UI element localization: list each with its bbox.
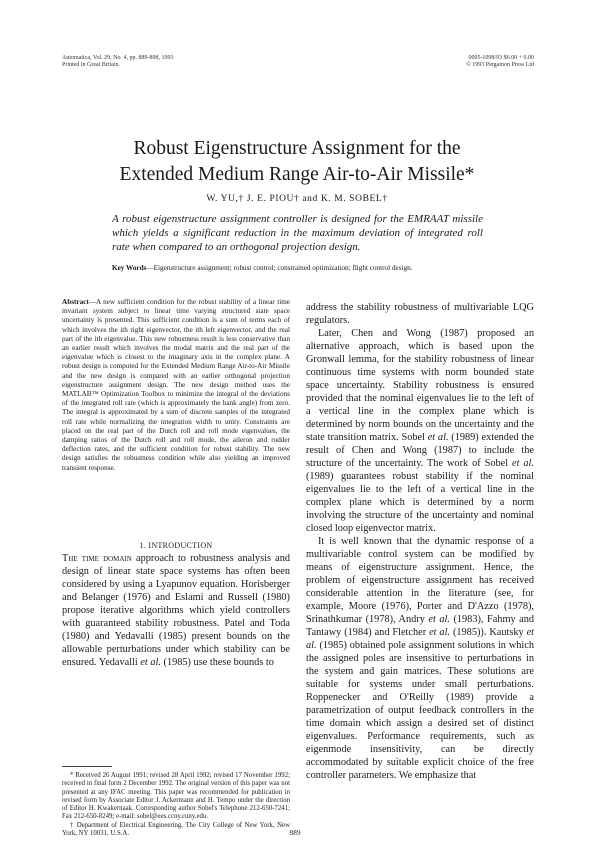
abstract bbox=[62, 298, 290, 473]
abstract-text: —A new sufficient condition for the robust stability of a linear time invariant system subject to linear time varying structured state space uncertainty is presented. This sufficient condition is a sum of terms each of which involves the ith right eigenvector, the ith left eigenvector, and the real part of the ith eigenvalue. This new robustness result is less conservative than an earlier result which involves the modal matrix and the real part of the eigenvalue which is closest to the imaginary axis in the complex plane. A robust design is computed for the Extended Medium Range Air-to-Air Missile and the new design is compared with an earlier orthogonal projection eigenstructure assignment design. The new design method uses the MATLAB™ Optimization Toolbox to minimize the integral of the deviations of the integrated roll rate (which is approximately the bank angle) from zero. The integral is approximated by a sum of discrete samples of the integrated roll rate while normalizing the integration width to unity. Constraints are placed on the real part of the Dutch roll and roll mode eigenvalues, the damping ratios of the Dutch roll and roll mode, the aileron and rudder deflection rates, and the sufficient condition for robust stability. The new design satisfies the robustness condition while also yielding an improved transient response. bbox=[62, 298, 290, 472]
p3-part-a: It is well known that the dynamic response of a multivariable control system can be modified by means of eigenstructure assignment. Hence, the problem of eigenstructure assignment has received considerable attention in the literature (see, for example, Moore (1976), Porter and D'Azzo (1978), Srinathkumar (1978), Andry bbox=[306, 536, 534, 625]
right-paragraph-2 bbox=[306, 327, 534, 535]
p2-part-a: Later, Chen and Wong (1987) proposed an alternative approach, which is based upon the Gronwall lemma, for the stability robustness of linear continuous time systems with norm bounded state space uncertainty. Stability robustness is ensured provided that the nominal eigenvalues lie to the left of a vertical line in the complex plane which is determined by norm bounds on the uncertainty and the state transition matrix. Sobel bbox=[306, 328, 534, 443]
summary: A robust eigenstructure assignment controller is designed for the EMRAAT missile which yields a significant reduction in the maximum deviation of integrated roll rate when compared to an orthogonal projection design. bbox=[112, 213, 483, 253]
p3-etal-2: et al. bbox=[429, 627, 451, 638]
p2-part-c: (1989) guarantees robust stability if the nominal eigenvalues lie to the left of a vertical line in the complex plane which is determined by a norm involving the structure of the uncertainty and nominal closed loop eigenvector matrix. bbox=[306, 471, 534, 534]
intro-tail: (1985) use these bounds to bbox=[160, 657, 274, 668]
intro-paragraph bbox=[62, 552, 290, 669]
intro-text: approach to robustness analysis and design of linear state space systems has often been considered by using a Lyapunov equation. Horisberger and Belanger (1976) and Eslami and Russell (1980) propose iterative algorithms which yield controllers with guaranteed stability robustness. Patel and Toda (1980) and Yedavalli (1985) present bounds on the allowable perturbations under which stability can be ensured. Yedavalli bbox=[62, 553, 290, 668]
running-header-right bbox=[438, 55, 534, 69]
abstract-label: Abstract bbox=[62, 298, 89, 306]
p2-etal-2: et al. bbox=[512, 458, 534, 469]
paper-title bbox=[50, 136, 544, 188]
printed-in: Printed in Great Britain. bbox=[62, 62, 120, 68]
intro-lead: The time domain bbox=[62, 553, 132, 564]
footnotes bbox=[62, 772, 290, 838]
running-header-left bbox=[62, 55, 173, 69]
p3-part-b: (1983), Fahmy and Tantawy (1984) and Fletcher bbox=[306, 614, 535, 638]
p3-etal-3: et al. bbox=[306, 627, 534, 651]
journal-citation: Automatica, Vol. 29, No. 4, pp. 889-898, 1993 bbox=[62, 55, 174, 61]
p2-etal-1: et al. bbox=[427, 432, 449, 443]
p2-part-b: (1989) extended the result of Chen and Wong (1987) to include the structure of the uncertainty. The work of Sobel bbox=[306, 432, 535, 469]
right-paragraph-1: address the stability robustness of multivariable LQG regulators. bbox=[306, 302, 534, 326]
copyright: © 1993 Pergamon Press Ltd bbox=[466, 62, 534, 68]
footnote-rule bbox=[62, 766, 112, 767]
intro-heading: 1. INTRODUCTION bbox=[139, 541, 213, 550]
p3-part-c: (1985)). Kautsky bbox=[450, 627, 527, 638]
intro-etal: et al. bbox=[140, 657, 161, 668]
p3-part-d: (1985) obtained pole assignment solutions in which the assigned poles are insensitive to perturbations in the system and gain matrices. These solutions are suitable for systems under small perturbations. Roppenecker and O'Reilly (1989) provide a parametrization of output feedback controllers in the time domain which assign a desired set of distinct eigenvalues. Performance requirements, such as eigenmode insensitivity, can be directly accommodated by suitable explicit choice of the free controller parameters. We emphasize that bbox=[306, 640, 534, 781]
issn-price: 0005-1098/93 $6.00 + 0.00 bbox=[468, 55, 534, 61]
page-number: 889 bbox=[289, 828, 301, 837]
keywords-text: —Eigenstructure assignment; robust control; constrained optimization; flight control design. bbox=[146, 264, 413, 272]
title-line-1: Robust Eigenstructure Assignment for the bbox=[133, 138, 461, 159]
keywords-label: Key Words bbox=[112, 264, 147, 272]
right-paragraph-3 bbox=[306, 535, 534, 782]
footnote-received: * Received 26 August 1991; revised 28 April 1992; revised 17 November 1992; received in final form 2 December 1992. The original version of this paper was not presented at any IFAC meeting. This paper was recommended for publication in revised form by Associate Editor J. Ackermann and H. Tempo under the direction of Editor H. Kwakernaak. Corresponding author Sobel's Telephone 212-650-7241; Fax 212-650-8249; e-mail: sobel@ees.ccny.cuny.edu. bbox=[62, 772, 290, 821]
keywords bbox=[112, 264, 483, 273]
footnote-affiliation: † Department of Electrical Engineering, The City College of New York, New York, NY 10031, U.S.A. bbox=[62, 821, 290, 838]
p3-etal-1: et al. bbox=[428, 614, 450, 625]
authors: W. YU,† J. E. PIOU† and K. M. SOBEL† bbox=[206, 194, 388, 204]
right-column bbox=[306, 301, 534, 782]
title-line-2: Extended Medium Range Air-to-Air Missile* bbox=[119, 164, 475, 185]
